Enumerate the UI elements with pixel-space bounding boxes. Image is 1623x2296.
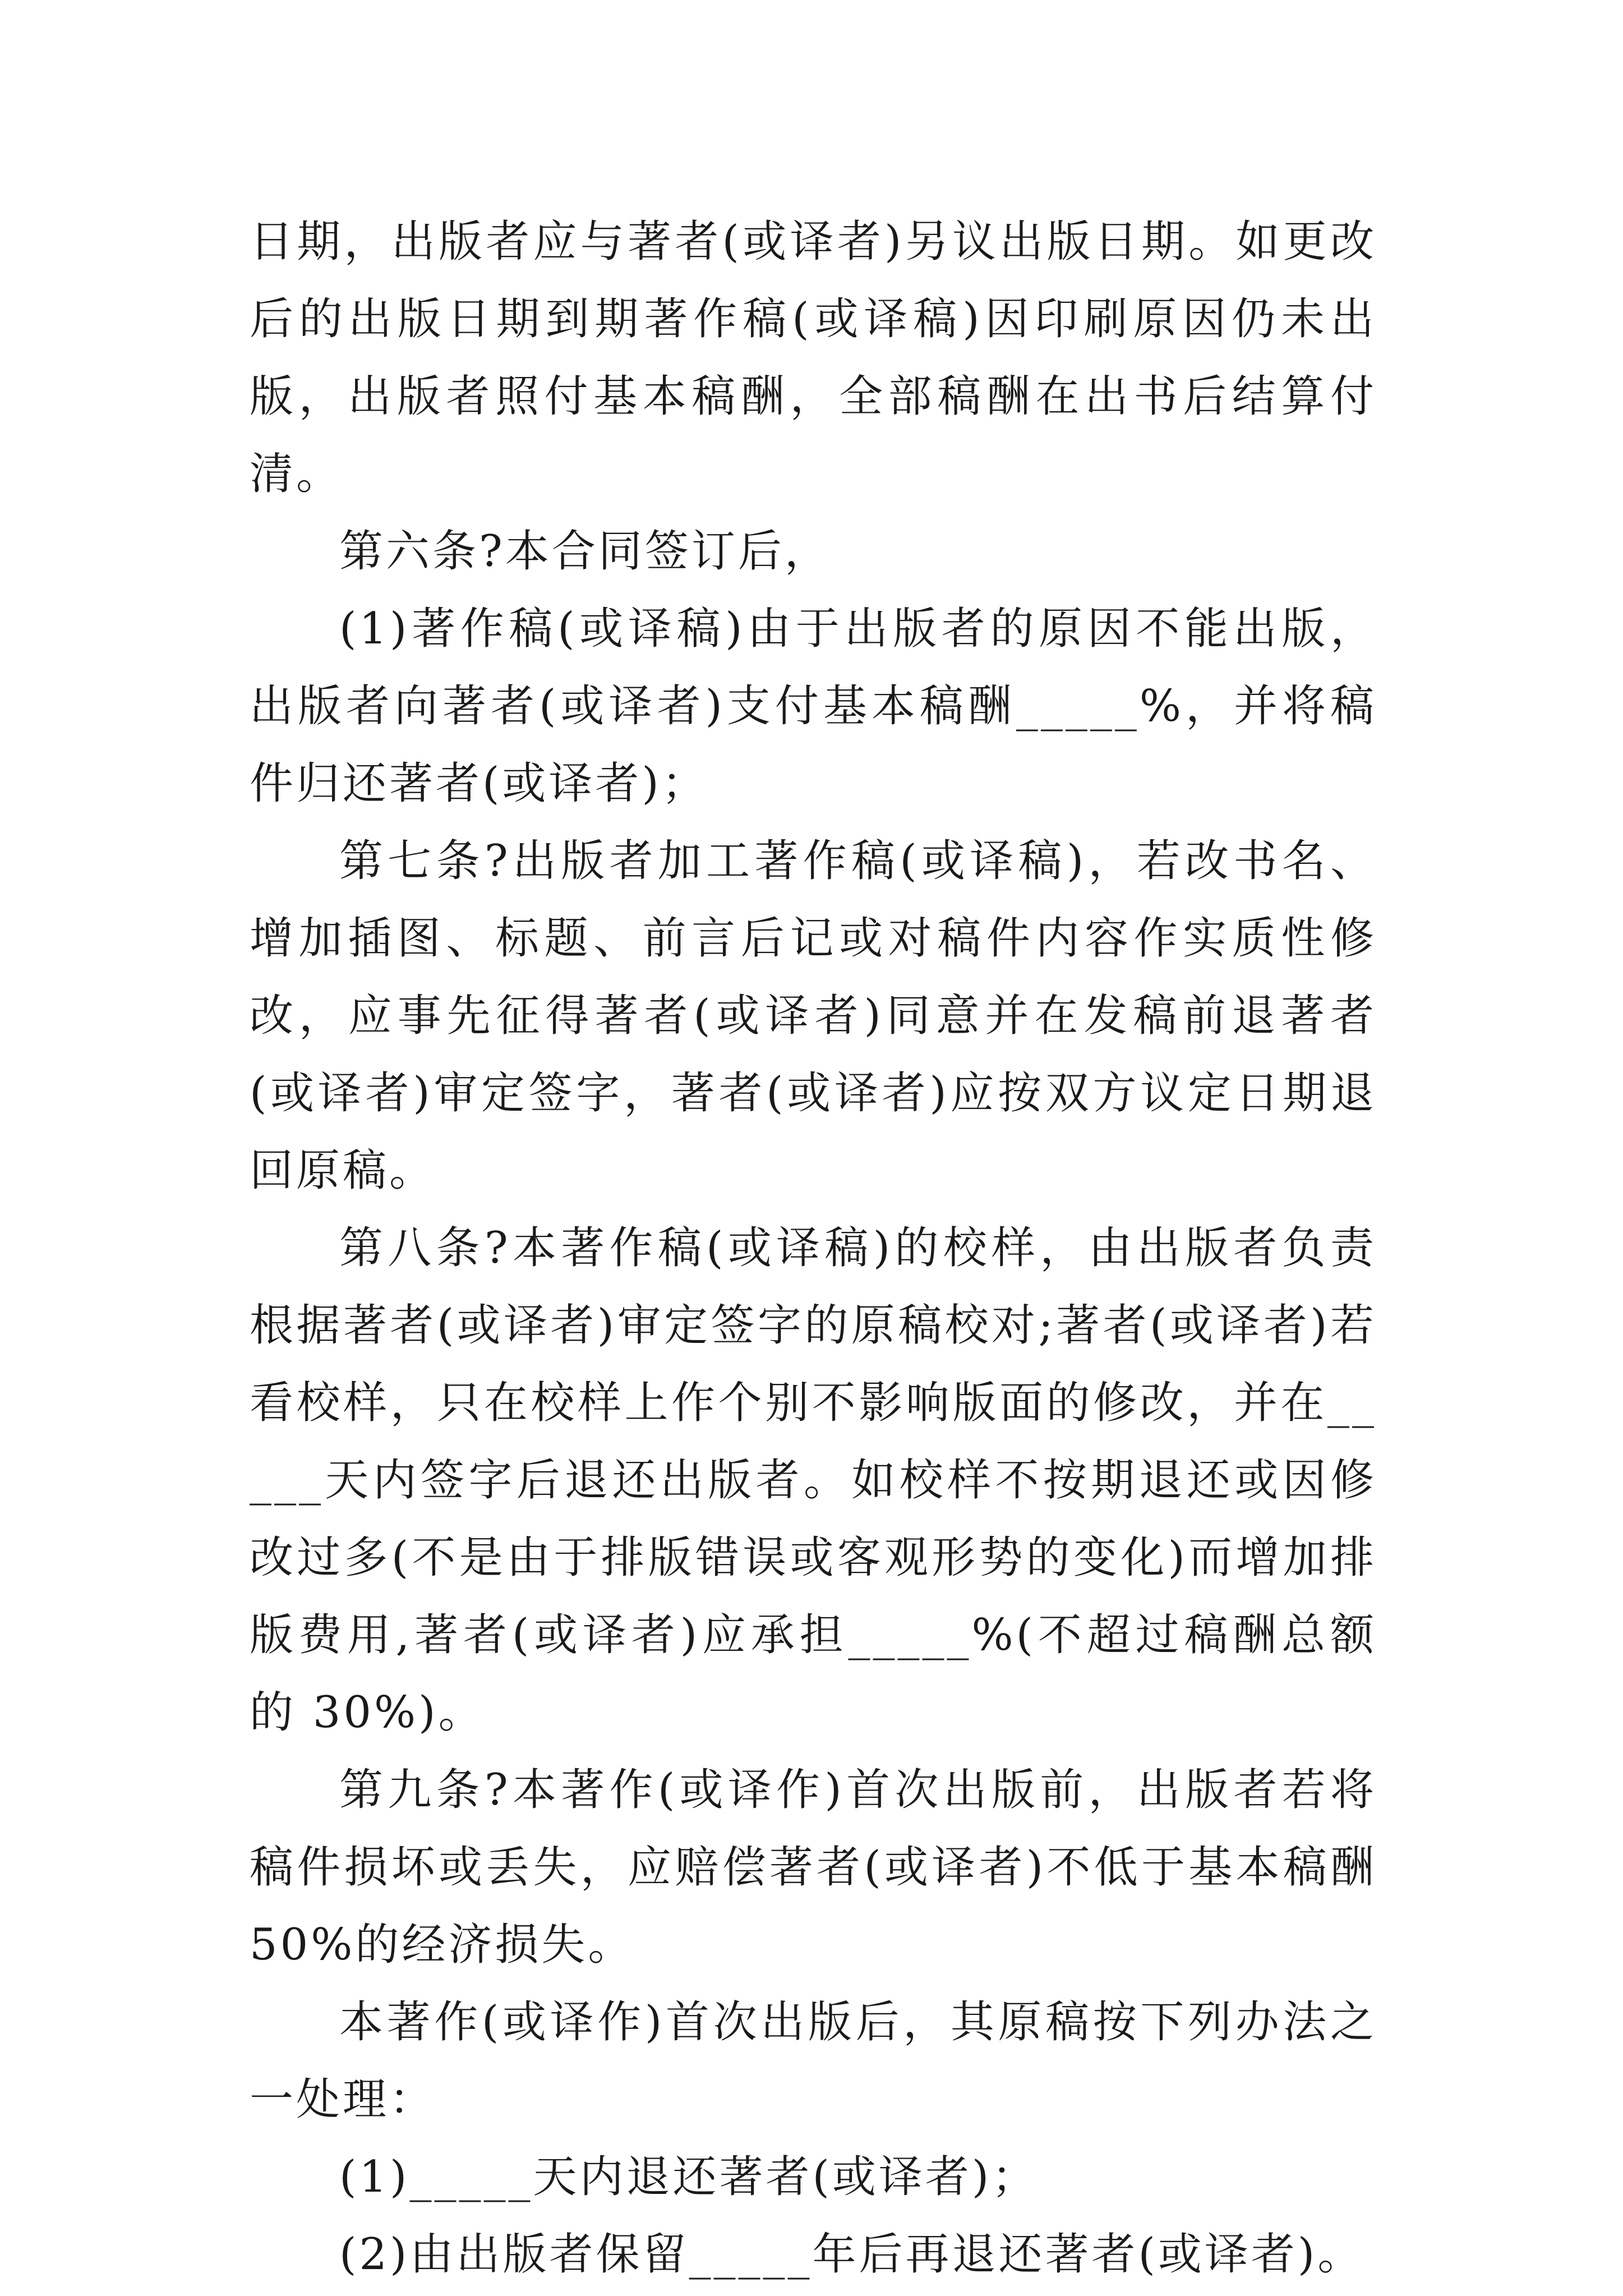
paragraph-option-1: (1)_____天内退还著者(或译者)； (339, 2152, 1039, 2202)
paragraph-manuscript-handling: 本著作(或译作)首次出版后，其原稿按下列办法之一处理： (250, 1997, 1377, 2125)
paragraph-article-6-item-1: (1)著作稿(或译稿)由于出版者的原因不能出版，出版者向著者(或译者)支付基本稿酬_____%，并将稿件归还著者(或译者)； (250, 604, 1377, 809)
paragraph-continuation: 日期，出版者应与著者(或译者)另议出版日期。如更改后的出版日期到期著作稿(或译稿)因印刷原因仍未出版，出版者照付基本稿酬，全部稿酬在出书后结算付清。 (250, 217, 1377, 499)
paragraph-article-6: 第六条?本合同签订后， (339, 526, 831, 577)
paragraph-article-7: 第七条?出版者加工著作稿(或译稿)，若改书名、增加插图、标题、前言后记或对稿件内容作实质性修改，应事先征得著者(或译者)同意并在发稿前退著者(或译者)审定签字，著者(或译者)应按双方议定日期退回原稿。 (250, 836, 1377, 1196)
paragraph-article-8: 第八条?本著作稿(或译稿)的校样，由出版者负责根据著者(或译者)审定签字的原稿校对;著者(或译者)若看校样，只在校样上作个别不影响版面的修改，并在_____天内签字后退还出版者。如校样不按期退还或因修改过多(不是由于排版错误或客观形势的变化)而增加排版费用,著者(或译者)应承担_____%(不超过稿酬总额的 30%)。 (250, 1223, 1377, 1738)
paragraph-option-2: (2)由出版者保留_____年后再退还著者(或译者)。 (339, 2229, 1364, 2280)
document-body (250, 203, 1377, 2293)
paragraph-article-9: 第九条?本著作(或译作)首次出版前，出版者若将稿件损坏或丢失，应赔偿著者(或译者)不低于基本稿酬 50%的经济损失。 (250, 1765, 1377, 1970)
